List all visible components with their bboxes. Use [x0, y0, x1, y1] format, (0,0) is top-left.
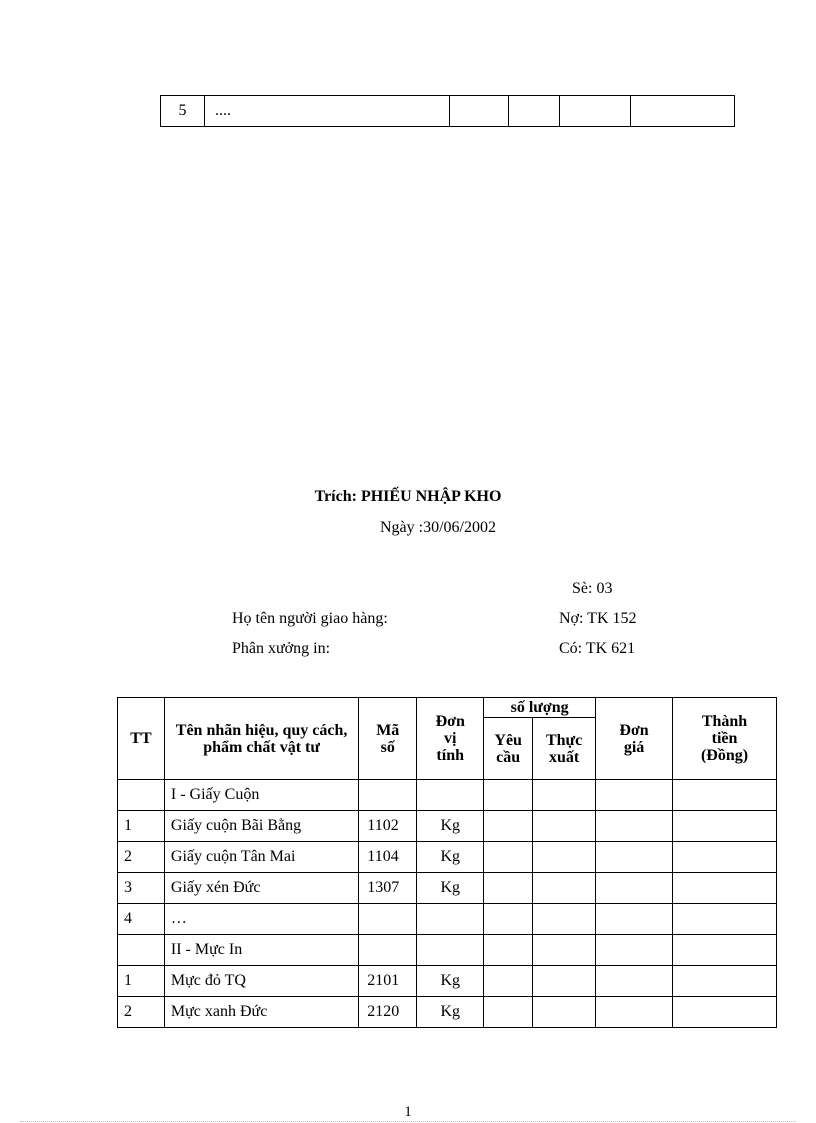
cell-yeu-cau — [484, 811, 533, 842]
cell-thanh-tien — [673, 966, 777, 997]
workshop-label: Phân xưởng in: — [232, 640, 331, 657]
top-cell-tt: 5 — [161, 96, 205, 127]
cell-tt: 2 — [118, 997, 165, 1028]
cell-don-gia — [596, 997, 673, 1028]
document-date — [0, 519, 816, 537]
cell-yeu-cau — [484, 935, 533, 966]
cell-ma-so: 1104 — [359, 842, 417, 873]
cell-ma-so: 2120 — [359, 997, 417, 1028]
cell-ma-so: 1307 — [359, 873, 417, 904]
cell-name: Giấy cuộn Tân Mai — [164, 842, 358, 873]
voucher-number: Sè: 03 — [572, 580, 613, 597]
table-row — [118, 935, 777, 966]
cell-thuc-xuat — [533, 966, 596, 997]
cell-don-vi — [417, 935, 484, 966]
table-row — [118, 842, 777, 873]
cell-ma-so — [359, 904, 417, 935]
top-cell-empty — [509, 96, 560, 127]
cell-don-vi: Kg — [417, 811, 484, 842]
cell-ma-so — [359, 935, 417, 966]
cell-don-vi — [417, 904, 484, 935]
cell-tt — [118, 935, 165, 966]
document-date-text: Ngày :30/06/2002 — [380, 519, 496, 536]
header-name: Tên nhãn hiệu, quy cách, phẩm chất vật tư — [164, 698, 358, 780]
table-row — [118, 873, 777, 904]
header-thanh-tien: Thành tiền (Đồng) — [673, 698, 777, 780]
header-ma-so: Mã số — [359, 698, 417, 780]
cell-name: Mực xanh Đức — [164, 997, 358, 1028]
cell-thuc-xuat — [533, 904, 596, 935]
cell-thuc-xuat — [533, 811, 596, 842]
cell-don-vi: Kg — [417, 966, 484, 997]
credit-account: Có: TK 621 — [559, 640, 636, 657]
cell-yeu-cau — [484, 997, 533, 1028]
header-thuc-xuat: Thực xuất — [533, 718, 596, 780]
table-row — [118, 904, 777, 935]
cell-thuc-xuat — [533, 842, 596, 873]
top-cell-empty — [631, 96, 735, 127]
header-so-luong: số lượng — [484, 698, 596, 718]
cell-tt — [118, 780, 165, 811]
page-number: 1 — [404, 1104, 412, 1120]
header-tt: TT — [118, 698, 165, 780]
cell-yeu-cau — [484, 966, 533, 997]
table-row — [118, 966, 777, 997]
cell-don-gia — [596, 811, 673, 842]
header-row — [118, 698, 777, 718]
cell-ma-so: 1102 — [359, 811, 417, 842]
cell-tt: 1 — [118, 966, 165, 997]
cell-name: II - Mực In — [164, 935, 358, 966]
cell-thanh-tien — [673, 842, 777, 873]
cell-yeu-cau — [484, 842, 533, 873]
cell-don-gia — [596, 780, 673, 811]
table-row — [118, 780, 777, 811]
cell-don-vi: Kg — [417, 997, 484, 1028]
cell-ma-so: 2101 — [359, 966, 417, 997]
cell-don-gia — [596, 966, 673, 997]
cell-yeu-cau — [484, 873, 533, 904]
table-row — [118, 811, 777, 842]
cell-tt: 1 — [118, 811, 165, 842]
cell-name: Giấy xén Đức — [164, 873, 358, 904]
cell-yeu-cau — [484, 904, 533, 935]
cell-thuc-xuat — [533, 780, 596, 811]
page-divider — [20, 1121, 796, 1122]
cell-thanh-tien — [673, 811, 777, 842]
cell-tt: 2 — [118, 842, 165, 873]
cell-tt: 3 — [118, 873, 165, 904]
cell-thanh-tien — [673, 935, 777, 966]
header-yeu-cau: Yêu cầu — [484, 718, 533, 780]
deliverer-label: Họ tên người giao hàng: — [232, 610, 388, 627]
cell-thanh-tien — [673, 904, 777, 935]
cell-thuc-xuat — [533, 873, 596, 904]
cell-ma-so — [359, 780, 417, 811]
cell-don-gia — [596, 873, 673, 904]
cell-thuc-xuat — [533, 935, 596, 966]
header-don-gia: Đơn giá — [596, 698, 673, 780]
table-row — [118, 997, 777, 1028]
cell-name: Mực đỏ TQ — [164, 966, 358, 997]
document-title: Trích: PHIẾU NHẬP KHO — [314, 488, 502, 505]
debit-account: Nợ: TK 152 — [559, 610, 637, 627]
top-cell-empty — [450, 96, 509, 127]
top-cell-name: .... — [205, 96, 450, 127]
cell-name: … — [164, 904, 358, 935]
receipt-table — [117, 697, 777, 1028]
cell-don-gia — [596, 935, 673, 966]
cell-thanh-tien — [673, 873, 777, 904]
table-row — [161, 96, 735, 127]
cell-don-gia — [596, 842, 673, 873]
cell-thanh-tien — [673, 997, 777, 1028]
header-don-vi: Đơn vị tính — [417, 698, 484, 780]
cell-name: I - Giấy Cuộn — [164, 780, 358, 811]
cell-don-vi: Kg — [417, 842, 484, 873]
cell-name: Giấy cuộn Bãi Bằng — [164, 811, 358, 842]
cell-yeu-cau — [484, 780, 533, 811]
cell-don-gia — [596, 904, 673, 935]
top-cell-empty — [560, 96, 631, 127]
cell-thanh-tien — [673, 780, 777, 811]
cell-don-vi — [417, 780, 484, 811]
cell-tt: 4 — [118, 904, 165, 935]
top-fragment-table — [160, 95, 735, 127]
cell-thuc-xuat — [533, 997, 596, 1028]
cell-don-vi: Kg — [417, 873, 484, 904]
